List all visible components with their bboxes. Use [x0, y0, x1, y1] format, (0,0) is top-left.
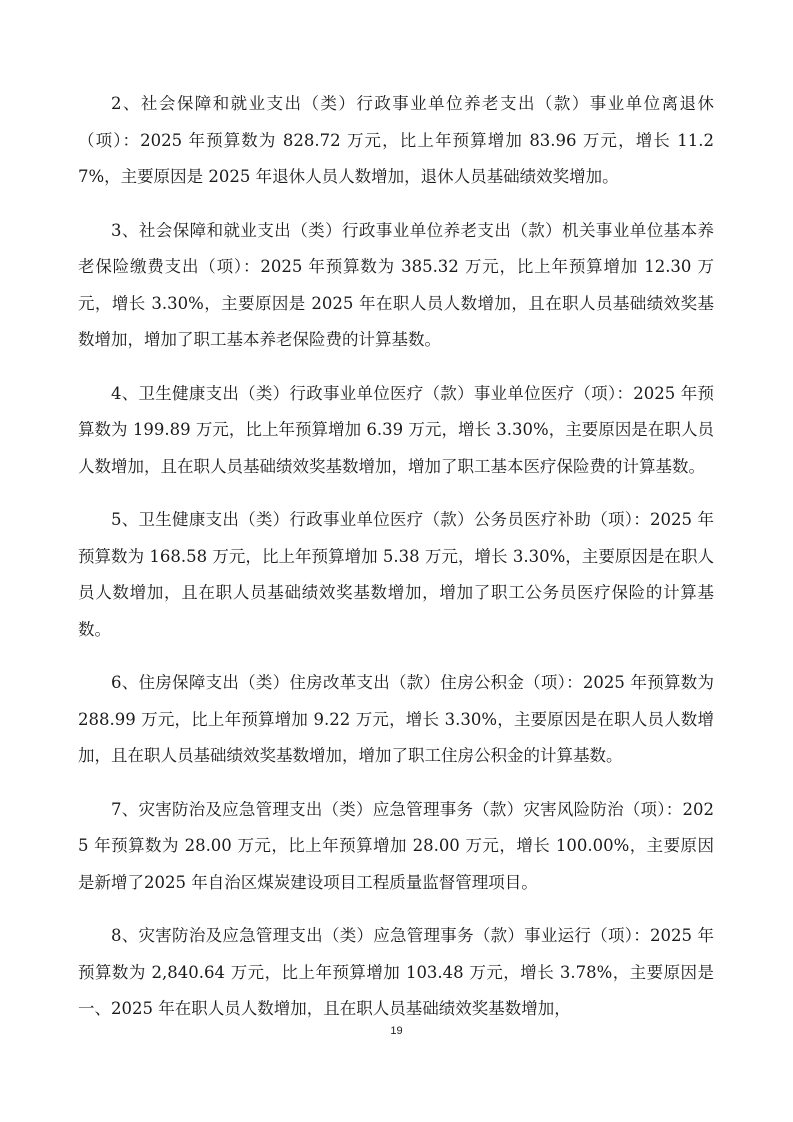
paragraph-civil-servant-medical: 5、卫生健康支出（类）行政事业单位医疗（款）公务员医疗补助（项）：2025 年预算数为 168.58 万元，比上年预算增加 5.38 万元，增长 3.30%，主要原因是在职人员人数增加，且在职人员基础绩效奖基数增加，增加了职工公务员医疗保险的计算基数。: [78, 510, 714, 639]
document-body: [78, 86, 714, 1045]
page-number: 19: [390, 1025, 403, 1037]
paragraph-pension-insurance: 3、社会保障和就业支出（类）行政事业单位养老支出（款）机关事业单位基本养老保险缴费支出（项）：2025 年预算数为 385.32 万元，比上年预算增加 12.30 万元，增长 3.30%，主要原因是 2025 年在职人员人数增加，且在职人员基础绩效奖基数增加，增加了职工基本养老保险费的计算基数。: [78, 220, 714, 349]
paragraph-disaster-risk-prevention: 7、灾害防治及应急管理支出（类）应急管理事务（款）灾害风险防治（项）：2025 年预算数为 28.00 万元，比上年预算增加 28.00 万元，增长 100.00%，主要原因是新增了2025 年自治区煤炭建设项目工程质量监督管理项目。: [78, 799, 714, 892]
paragraph-emergency-operations: 8、灾害防治及应急管理支出（类）应急管理事务（款）事业运行（项）：2025 年预算数为 2,840.64 万元，比上年预算增加 103.48 万元，增长 3.78%，主要原因是一、2025 年在职人员人数增加，且在职人员基础绩效奖基数增加，: [78, 926, 714, 1018]
paragraph-housing-fund: 6、住房保障支出（类）住房改革支出（款）住房公积金（项）：2025 年预算数为 288.99 万元，比上年预算增加 9.22 万元，增长 3.30%，主要原因是在职人员人数增加，且在职人员基础绩效奖基数增加，增加了职工住房公积金的计算基数。: [78, 673, 714, 765]
paragraph-institution-medical: 4、卫生健康支出（类）行政事业单位医疗（款）事业单位医疗（项）：2025 年预算数为 199.89 万元，比上年预算增加 6.39 万元，增长 3.30%，主要原因是在职人员人数增加，且在职人员基础绩效奖基数增加，增加了职工基本医疗保险费的计算基数。: [78, 383, 714, 476]
paragraph-social-security-retirement: 2、社会保障和就业支出（类）行政事业单位养老支出（款）事业单位离退休（项）：2025 年预算数为 828.72 万元，比上年预算增加 83.96 万元，增长 11.27%，主要原因是 2025 年退休人员人数增加，退休人员基础绩效奖增加。: [78, 94, 714, 186]
